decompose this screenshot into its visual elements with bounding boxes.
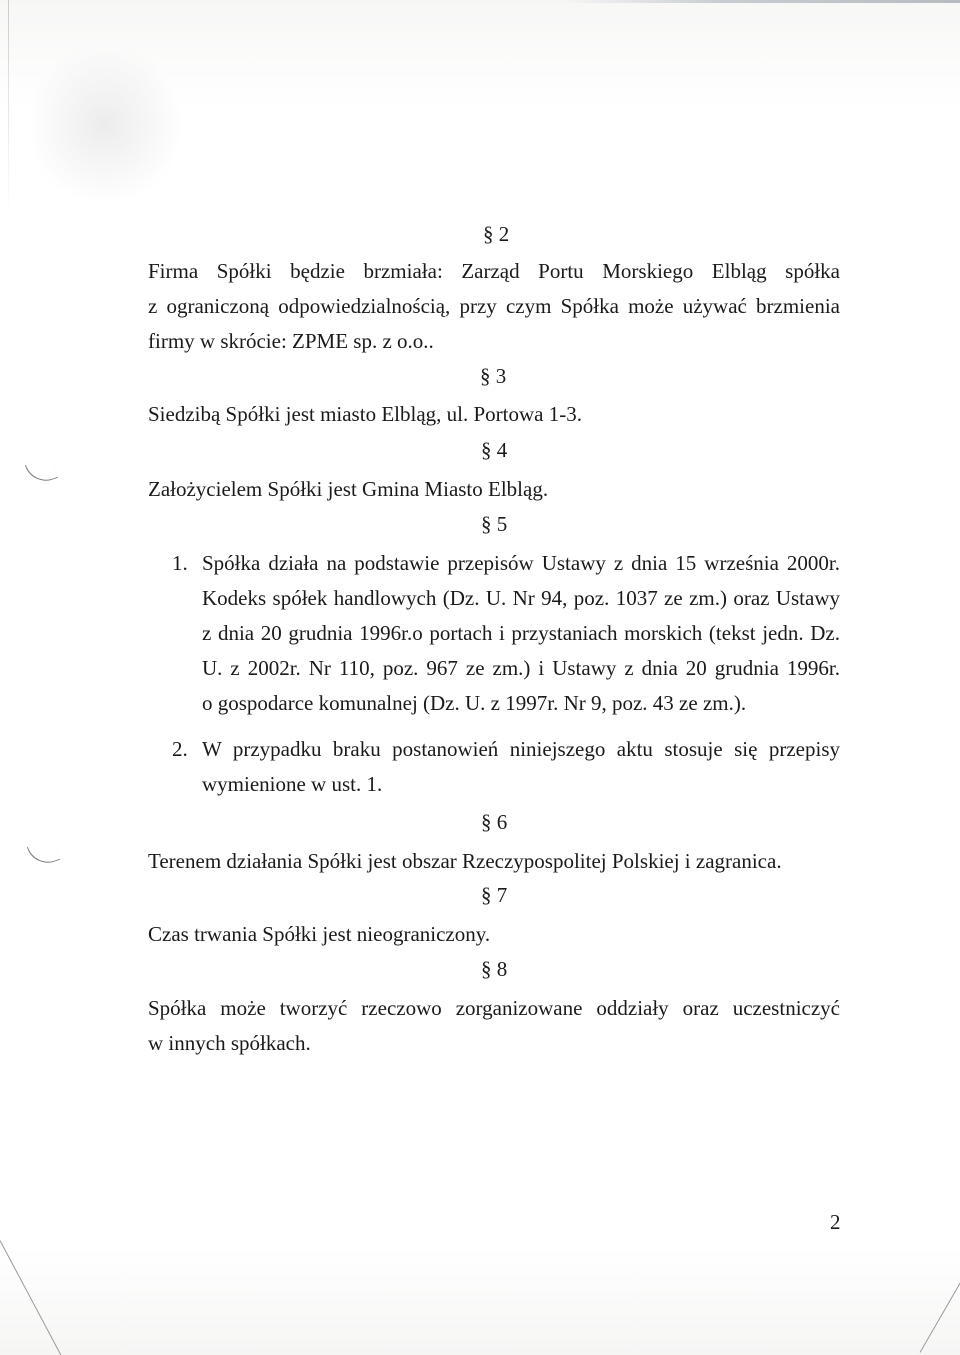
section-heading: § 5 [481, 512, 508, 536]
text-line: z ograniczoną odpowiedzialnością, przy czym Spółka może używać brzmienia [148, 294, 840, 318]
text-line: W przypadku braku postanowień niniejszego aktu stosuje się przepisy [202, 737, 840, 761]
text-line: wymienione w ust. 1. [202, 772, 383, 796]
text-line: Terenem działania Spółki jest obszar Rzeczypospolitej Polskiej i zagranica. [148, 849, 782, 873]
section-heading: § 4 [481, 438, 508, 462]
section-heading: § 6 [481, 810, 508, 834]
text-line: Firma Spółki będzie brzmiała: Zarząd Portu Morskiego Elbląg spółka [148, 259, 840, 283]
text-line: Spółka działa na podstawie przepisów Ustawy z dnia 15 września 2000r. [202, 551, 840, 575]
scan-smudge [30, 40, 180, 210]
scan-top-edge [560, 0, 960, 3]
text-line: firmy w skrócie: ZPME sp. z o.o.. [148, 329, 434, 353]
section-heading: § 3 [480, 364, 507, 388]
text-line: Kodeks spółek handlowych (Dz. U. Nr 94, poz. 1037 ze zm.) oraz Ustawy [202, 586, 840, 610]
list-item-number: 1. [172, 551, 188, 575]
text-line: Spółka może tworzyć rzeczowo zorganizowane oddziały oraz uczestniczyć [148, 996, 840, 1020]
punch-hole-mark-bottom [27, 838, 60, 869]
section-heading: § 2 [483, 222, 510, 246]
text-line: z dnia 20 grudnia 1996r.o portach i przystaniach morskich (tekst jedn. Dz. [202, 621, 840, 645]
page-number: 2 [830, 1210, 841, 1234]
text-line: Założycielem Spółki jest Gmina Miasto Elbląg. [148, 477, 549, 501]
scan-corner-line-right [920, 1283, 960, 1353]
text-line: Czas trwania Spółki jest nieograniczony. [148, 922, 491, 946]
section-heading: § 8 [481, 957, 508, 981]
text-line: w innych spółkach. [148, 1031, 311, 1055]
scan-margin-line [8, 0, 9, 220]
section-heading: § 7 [481, 883, 508, 907]
scan-corner-line-left [0, 1240, 71, 1355]
text-line: U. z 2002r. Nr 110, poz. 967 ze zm.) i Ustawy z dnia 20 grudnia 1996r. [202, 656, 840, 680]
text-line: Siedzibą Spółki jest miasto Elbląg, ul. Portowa 1-3. [148, 402, 582, 426]
text-line: o gospodarce komunalnej (Dz. U. z 1997r. Nr 9, poz. 43 ze zm.). [202, 691, 747, 715]
list-item-number: 2. [172, 737, 188, 761]
punch-hole-mark-top [25, 456, 58, 487]
